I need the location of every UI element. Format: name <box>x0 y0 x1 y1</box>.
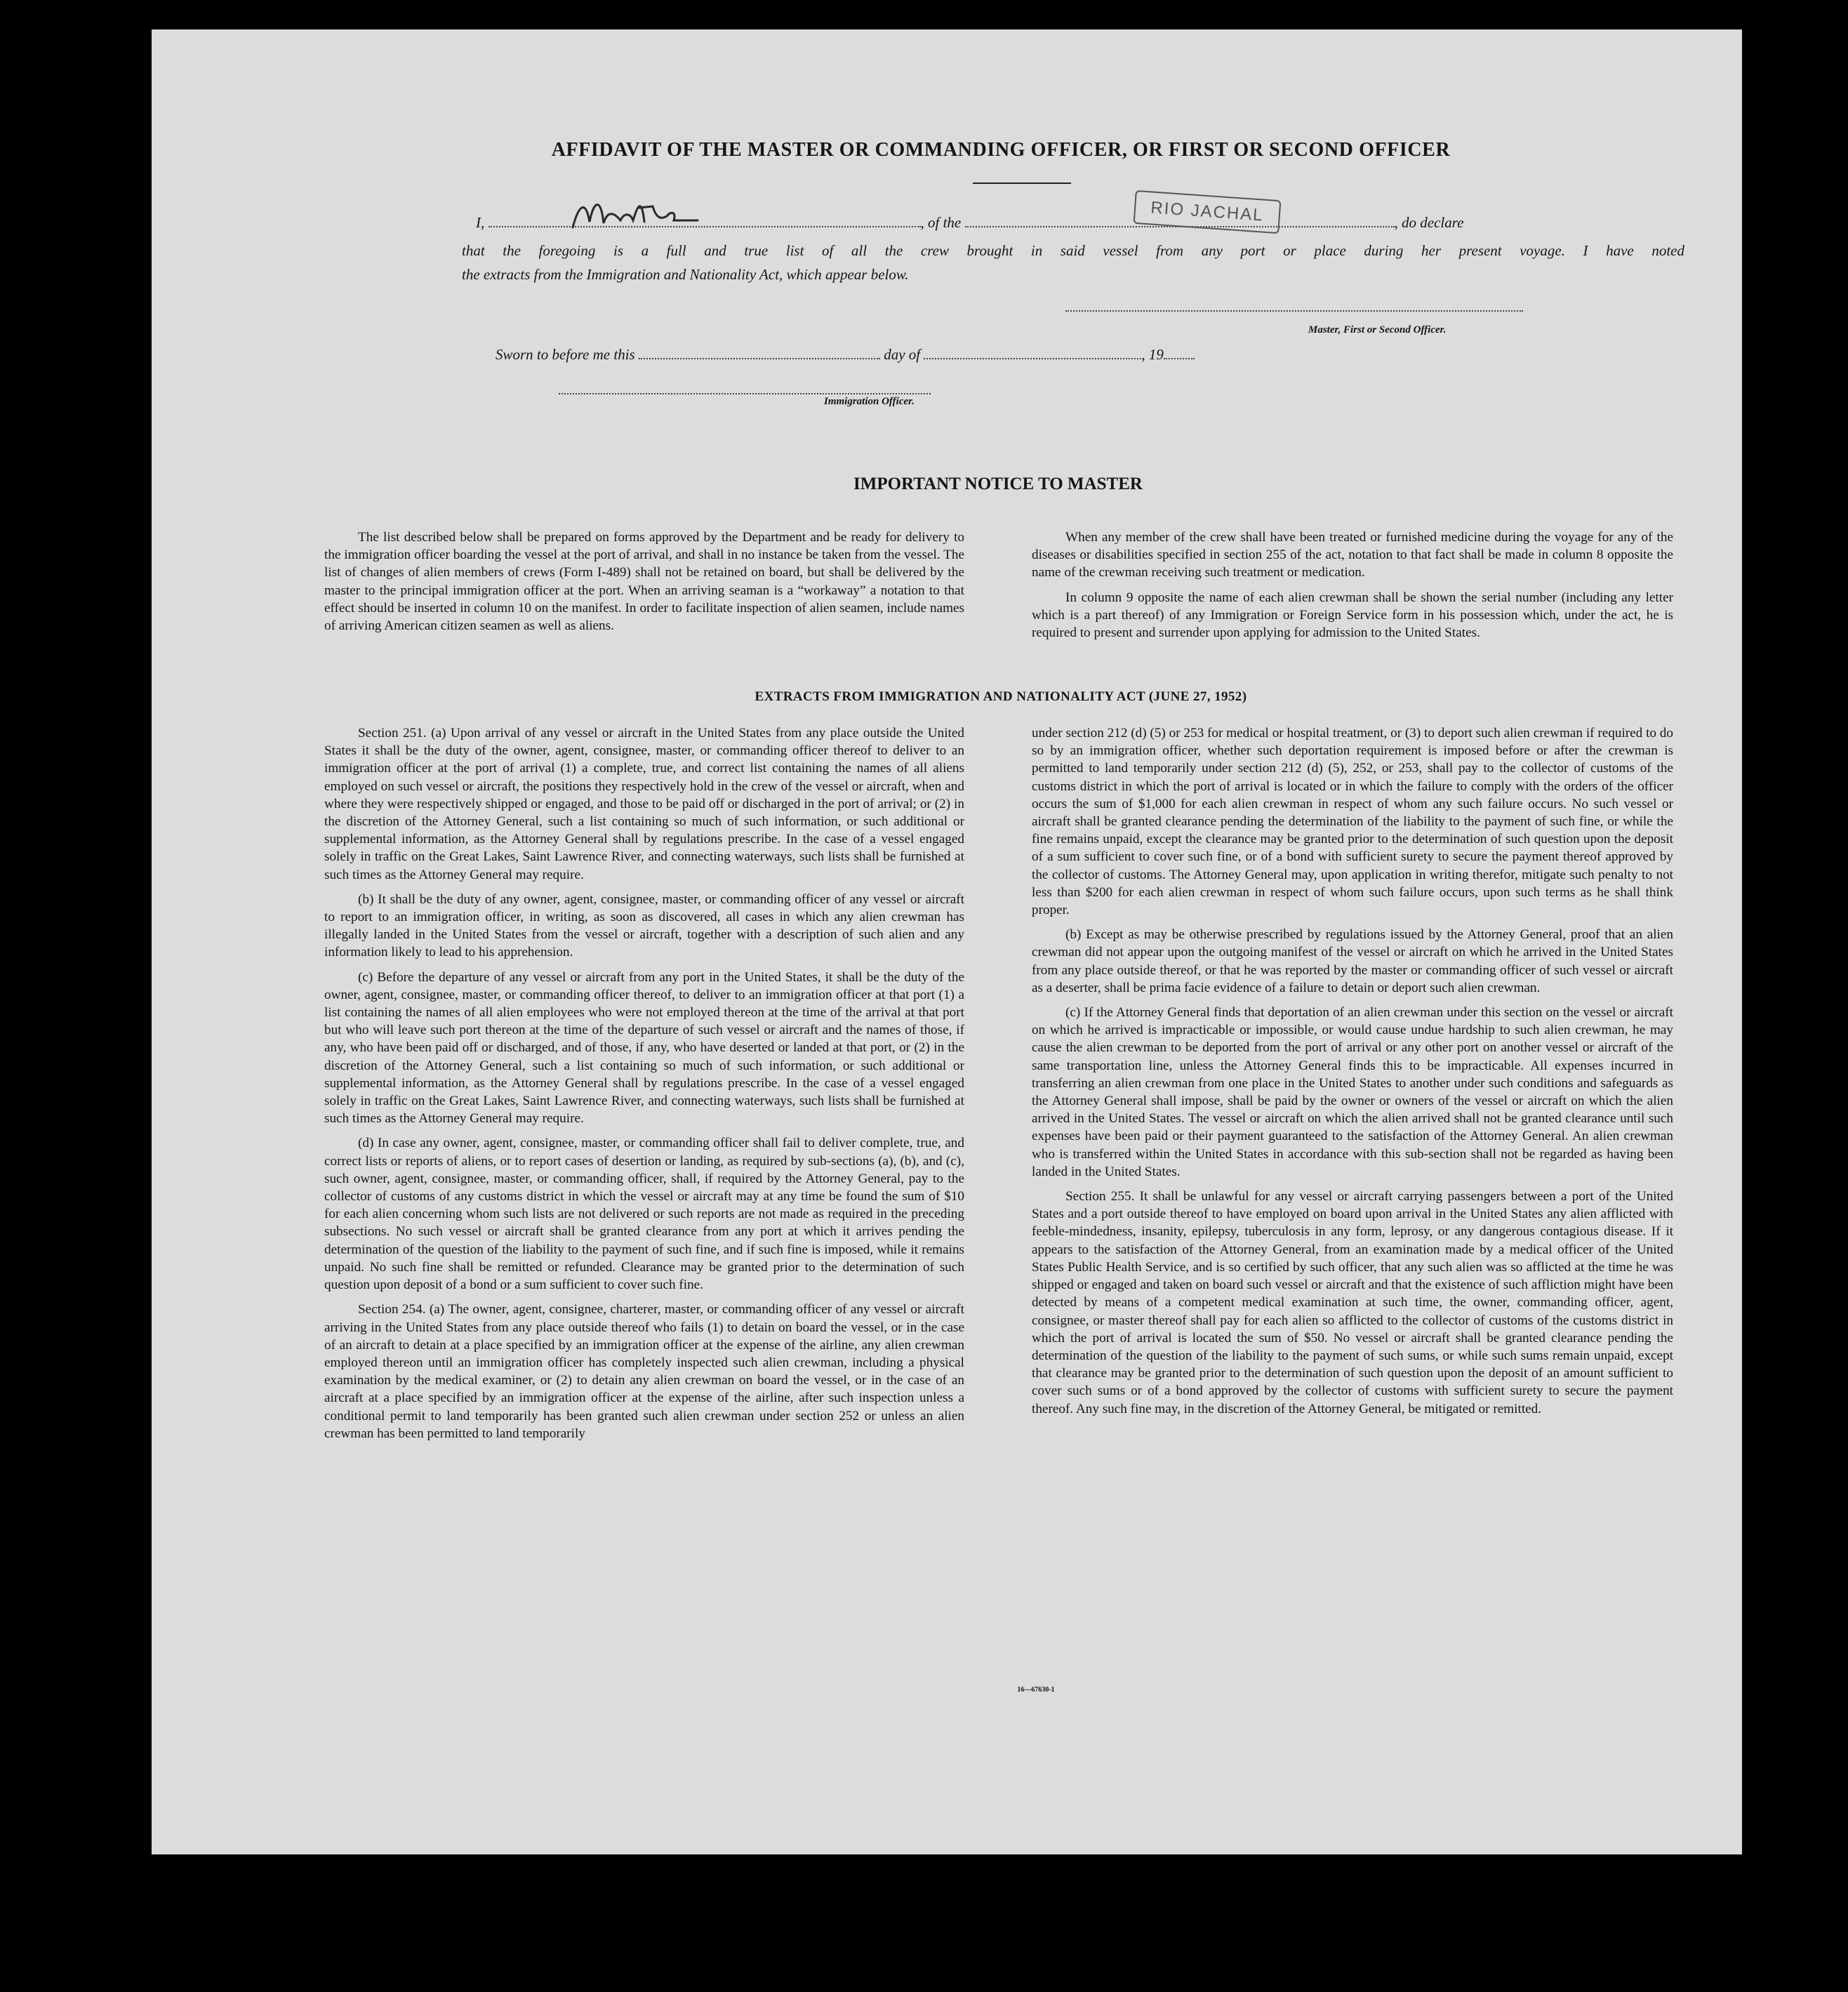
extract-paragraph: Section 254. (a) The owner, agent, consignee, charterer, master, or commanding officer of any vessel or aircraft arriving in the United States from any place outside thereof who fails (1) to detain on board the vessel, or in the case of an aircraft to detain at a place specified by an immigration officer at the expense of the airline, any alien crewman employed thereon until an immigration officer has completely inspected such alien crewman, including a physical examination by the medical examiner, or (2) to detain any alien crewman on board the vessel, or in the case of an aircraft at a place specified by an immigration officer at the expense of the airline, after such inspection unless a conditional permit to land temporarily has been granted such alien crewman under section 252 or unless an alien crewman has been permitted to land temporarily <box>324 1302 964 1441</box>
day-of-label: day of <box>884 346 921 363</box>
notice-paragraph: The list described below shall be prepared on forms approved by the Department and be ready for delivery to the immigration officer boarding the vessel at the port of arrival, and shall in no instance be taken from the vessel. The list of changes of alien members of crews (Form I-489) shall not be retained on board, but shall be delivered by the master to the principal immigration officer at the port. When an arriving seaman is a “workaway” a notation to that effect should be inserted in column 10 on the manifest. In order to facilitate inspection of alien seamen, include names of arriving American citizen seamen as well as aliens. <box>324 530 964 634</box>
extract-paragraph: Section 255. It shall be unlawful for any vessel or aircraft carrying passengers between a port of the United States and a port outside thereof to have employed on board upon arrival in the United States any alien afflicted with feeble-mindedness, insanity, epilepsy, tuberculosis in any form, leprosy, or any dangerous contagious disease. If it appears to the satisfaction of the Attorney General, from an examination made by a medical officer of the United States Public Health Service, and is so certified by such officer, that any such alien was so afflicted at the time he was shipped or engaged and taken on board such vessel or aircraft and that the existence of such affliction might have been detected by means of a competent medical examination at such time, the owner, commanding officer, agent, consignee, or master thereof shall pay for each alien so afflicted to the collector of customs of the customs district in which the port of arrival is located the sum of $50. No vessel or aircraft shall be granted clearance pending the determination of the question of the liability to the payment of such sums, or while such sums remain unpaid, except that clearance may be granted prior to the determination of such question upon the deposit of an amount sufficient to cover such sums or of a bond approved by the collector of customs with sufficient surety to secure the payment thereof. Any such fine may, in the discretion of the Attorney General, be mitigated or remitted. <box>1032 1189 1673 1416</box>
extracts-right-column <box>1032 724 1673 1418</box>
master-signature <box>569 192 709 241</box>
notice-left-column <box>324 529 964 635</box>
extract-paragraph: (c) If the Attorney General finds that deportation of an alien crewman under this section on the vessel or aircraft on which he arrived is impracticable or impossible, or would cause undue hardship to such alien crewman, he may cause the alien crewman to be deported from the port of arrival or any other port on another vessel or aircraft of the same transportation line, unless the Attorney General finds this to be impracticable. All expenses incurred in transferring an alien crewman from one place in the United States to another under such conditions and safeguards as the Attorney General shall impose, shall be paid by the owner or owners of the vessel or aircraft on which the alien arrived in the United States. The vessel or aircraft on which the alien arrived shall not be granted clearance until such expenses have been paid or their payment guaranteed to the satisfaction of the Attorney General. An alien crewman who is transferred within the United States in accordance with this sub-section shall not be regarded as having been landed in the United States. <box>1032 1005 1673 1179</box>
extract-paragraph: (b) Except as may be otherwise prescribed by regulations issued by the Attorney General, proof that an alien crewman did not appear upon the outgoing manifest of the vessel or aircraft on which he arrived in the United States from any place outside thereof, or that he was reported by the master or commanding officer of such vessel or aircraft as a deserter, shall be prima facie evidence of a failure to detain or deport such alien crewman. <box>1032 927 1673 995</box>
statement-line-2: the extracts from the Immigration and Nationality Act, which appear below. <box>462 266 909 283</box>
immigration-officer-caption: Immigration Officer. <box>824 396 915 407</box>
vessel-name-stamp: RIO JACHAL <box>1134 190 1282 234</box>
statement-line-1: that the foregoing is a full and true list of all the crew brought in said vessel from any port or place during her present voyage. I have noted <box>462 242 1684 259</box>
extract-paragraph: (d) In case any owner, agent, consignee, master, or commanding officer shall fail to deliver complete, true, and correct lists or reports of aliens, or to report cases of desertion or landing, as required by sub-sections (a), (b), and (c), such owner, agent, consignee, master, or commanding officer, shall, if required by the Attorney General, pay to the collector of customs of any customs district in which the vessel or aircraft may at any time be found the sum of $10 for each alien concerning whom such lists are not delivered or such reports are not made as required in the preceding subsections. No such vessel or aircraft shall be granted clearance from any port at which it arrives pending the determination of the question of the liability to the payment of such fine, and if such fine is imposed, while it remains unpaid. No such fine shall be remitted or refunded. Clearance may be granted prior to the determination of such question upon deposit of a bond or a sum sufficient to cover such fine. <box>324 1136 964 1293</box>
extract-paragraph: Section 251. (a) Upon arrival of any vessel or aircraft in the United States from any place outside the United States it shall be the duty of the owner, agent, consignee, master, or commanding officer thereof to deliver to an immigration officer at the port of arrival (1) a complete, true, and correct list containing the names of all aliens employed on such vessel or aircraft, the positions they respectively hold in the crew of the vessel or aircraft, when and where they were respectively shipped or engaged, and those to be paid off or discharged in the port of arrival; or (2) in the discretion of the Attorney General, such a list containing so much of such information, or such additional or supplemental information, as the Attorney General shall by regulations prescribe. In the case of a vessel engaged solely in traffic on the Great Lakes, Saint Lawrence River, and connecting waterways, such lists shall be furnished at such times as the Attorney General may require. <box>324 726 964 882</box>
notice-paragraph: When any member of the crew shall have been treated or furnished medicine during the voyage for any of the diseases or disabilities specified in section 255 of the act, notation to that fact shall be made in column 8 opposite the name of the crewman receiving such treatment or medication. <box>1032 530 1673 580</box>
declaration-statement <box>462 239 1684 286</box>
extract-paragraph: under section 212 (d) (5) or 253 for medical or hospital treatment, or (3) to deport such alien crewman if required to do so by an immigration officer, whether such deportation requirement is imposed before or after the crewman is permitted to land temporarily under section 212 (d) (5), 252, or 253, shall pay to the collector of customs of the customs district in which the port of arrival is located or in which the failure to comply with the orders of the officer occurs the sum of $1,000 for each alien crewman in respect of whom any such failure occurs. No such vessel or aircraft shall be granted clearance pending the determination of the liability to the payment of such fine, or while the fine remains unpaid, except the clearance may be granted prior to the determination of such question upon the deposit of a sum sufficient to cover such fine, or of a bond with sufficient surety to secure the payment thereof approved by the collector of customs. The Attorney General may, upon application in writing therefor, mitigate such penalty to not less than $200 for each alien crewman in respect of whom such failure occurs, upon such terms as he shall think proper. <box>1032 726 1673 918</box>
sworn-line <box>496 344 1268 364</box>
notice-paragraph: In column 9 opposite the name of each alien crewman shall be shown the serial number (including any letter which is a part thereof) of any Immigration or Foreign Service form in his possession which, under the act, he is required to present and surrender upon applying for admission to the United States. <box>1032 590 1673 641</box>
do-declare-label: , do declare <box>1394 214 1464 231</box>
affidavit-title: AFFIDAVIT OF THE MASTER OR COMMANDING OFFICER, OR FIRST OR SECOND OFFICER <box>551 139 1451 161</box>
officer-signature-line <box>1065 310 1523 312</box>
extracts-title: EXTRACTS FROM IMMIGRATION AND NATIONALITY ACT (JUNE 27, 1952) <box>755 689 1247 704</box>
document-page <box>152 29 1742 1854</box>
sworn-label: Sworn to before me this <box>496 346 635 363</box>
form-number: 16—67630-1 <box>1017 1686 1055 1694</box>
of-the-label: , of the <box>920 214 962 231</box>
extract-paragraph: (c) Before the departure of any vessel or aircraft from any port in the United States, it shall be the duty of the owner, agent, consignee, master, or commanding officer thereof, to deliver to an immigration officer at that port (1) a list containing the names of all alien employees who were not employed thereon at the time of the arrival at that port but who will leave such port thereon at the time of the departure of such vessel or aircraft and the names of those, if any, who have been paid off or discharged, and of those, if any, who have deserted or landed at that port, or (2) in the discretion of the Attorney General, such a list containing so much of such information, or such additional or supplemental information, as the Attorney General shall by regulations prescribe. In the case of a vessel engaged solely in traffic on the Great Lakes, Saint Lawrence River, and connecting waterways, such lists shall be furnished at such times as the Attorney General may require. <box>324 969 964 1127</box>
i-label: I, <box>476 214 485 231</box>
year-label: , 19 <box>1141 346 1164 363</box>
notice-title: IMPORTANT NOTICE TO MASTER <box>853 474 1143 493</box>
immigration-officer-line <box>559 393 931 394</box>
extracts-left-column <box>324 724 964 1442</box>
extract-paragraph: (b) It shall be the duty of any owner, agent, consignee, master, or commanding officer of any vessel or aircraft to report to an immigration officer, in writing, as soon as discovered, all cases in which any alien crewman has illegally landed in the United States from the vessel or aircraft, together with a description of such alien and any information likely to lead to his apprehension. <box>324 891 964 960</box>
officer-caption: Master, First or Second Officer. <box>1308 324 1447 336</box>
notice-right-column <box>1032 529 1673 642</box>
title-divider <box>973 182 1071 184</box>
